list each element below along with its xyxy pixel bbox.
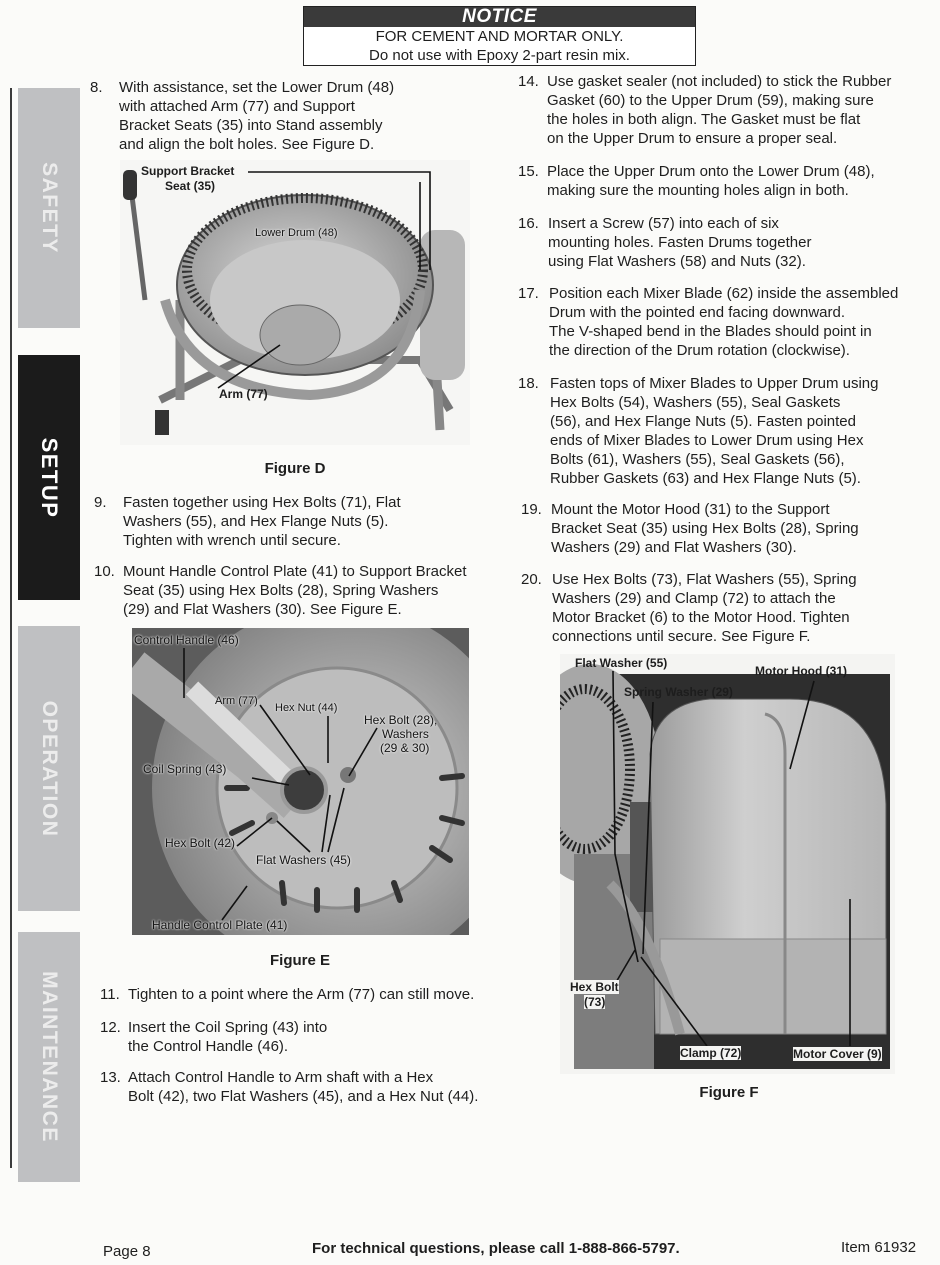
label-support-bracket-seat: Seat (35)	[165, 179, 216, 193]
label-spring-washer: Spring Washer (29)	[624, 685, 733, 699]
notice-line-1: FOR CEMENT AND MORTAR ONLY.	[375, 28, 624, 45]
step-line: Bracket Seats (35) into Stand assembly	[119, 117, 383, 134]
figure-e-image	[132, 628, 469, 935]
figure-d-caption: Figure D	[264, 460, 326, 477]
step-line: Washers (29) and Flat Washers (30).	[551, 539, 797, 556]
step-number: 11.	[100, 986, 120, 1003]
label-arm: Arm (77)	[219, 387, 268, 401]
label-arm-77: Arm (77)	[215, 695, 258, 707]
step-line: Bolt (42), two Flat Washers (45), and a Hex Nut (44).	[128, 1088, 479, 1105]
tab-safety[interactable]	[18, 88, 80, 328]
step-line: Gasket (60) to the Upper Drum (59), making sure	[547, 92, 874, 109]
step-line: with attached Arm (77) and Support	[119, 98, 355, 115]
step-line: Washers (29) and Clamp (72) to attach the	[552, 590, 836, 607]
label-flat-washers: Flat Washers (45)	[256, 853, 351, 867]
tab-setup[interactable]	[18, 355, 80, 600]
step-number: 9.	[94, 494, 107, 511]
label-hex-nut: Hex Nut (44)	[275, 702, 338, 714]
notice-line-2: Do not use with Epoxy 2-part resin mix.	[369, 47, 630, 64]
step-line: Motor Bracket (6) to the Motor Hood. Tighten	[552, 609, 850, 626]
figure-d-image	[120, 160, 470, 445]
tab-maintenance[interactable]	[18, 932, 80, 1182]
label-hex-bolt-42: Hex Bolt (42)	[165, 836, 236, 850]
step-line: Position each Mixer Blade (62) inside the assembled	[549, 285, 899, 302]
label-clamp: Clamp (72)	[680, 1046, 742, 1060]
label-hex-bolt-73-number: (73)	[584, 995, 606, 1009]
label-support-bracket: Support Bracket	[141, 164, 235, 178]
handle-control-plate-photo	[132, 628, 469, 935]
step-line: Fasten together using Hex Bolts (71), Flat	[123, 494, 401, 511]
step-line: making sure the mounting holes align in both.	[547, 182, 849, 199]
step-line: the direction of the Drum rotation (clockwise).	[549, 342, 850, 359]
step-line: Tighten to a point where the Arm (77) can still move.	[128, 986, 475, 1003]
margin-rule	[10, 88, 12, 1168]
label-handle-control-plate: Handle Control Plate (41)	[152, 918, 288, 932]
label-control-handle: Control Handle (46)	[134, 633, 239, 647]
step-line: Drum with the pointed end facing downward.	[549, 304, 846, 321]
technical-support-phone: For technical questions, please call 1-888-866-5797.	[312, 1240, 680, 1257]
step-number: 8.	[90, 79, 103, 96]
step-line: Mount the Motor Hood (31) to the Support	[551, 501, 830, 518]
step-line: the holes in both align. The Gasket must be flat	[547, 111, 861, 128]
notice-box	[303, 6, 696, 66]
step-line: (29) and Flat Washers (30). See Figure E.	[123, 601, 402, 618]
label-washers: Washers	[382, 727, 429, 741]
step-line: Washers (55), and Hex Flange Nuts (5).	[123, 513, 389, 530]
step-number: 12.	[100, 1019, 121, 1036]
step-number: 15.	[518, 163, 539, 180]
label-coil-spring: Coil Spring (43)	[143, 762, 227, 776]
step-line: Bracket Seat (35) using Hex Bolts (28), Spring	[551, 520, 859, 537]
tab-operation-label: OPERATION	[38, 700, 61, 837]
figure-f-image	[560, 654, 895, 1074]
item-number: Item 61932	[841, 1239, 917, 1256]
label-lower-drum: Lower Drum (48)	[255, 227, 338, 239]
motor-hood-photo	[560, 654, 895, 1074]
label-flat-washer: Flat Washer (55)	[575, 656, 668, 670]
step-line: using Flat Washers (58) and Nuts (32).	[548, 253, 806, 270]
figure-e-caption: Figure E	[269, 952, 330, 969]
step-line: Insert a Screw (57) into each of six	[548, 215, 779, 232]
step-number: 20.	[521, 571, 542, 588]
step-line: Attach Control Handle to Arm shaft with a Hex	[128, 1069, 434, 1086]
step-line: Bolts (61), Washers (55), Seal Gaskets (56),	[550, 451, 845, 468]
step-line: and align the bolt holes. See Figure D.	[119, 136, 375, 153]
label-hex-bolt-28: Hex Bolt (28),	[364, 713, 438, 727]
step-number: 18.	[518, 375, 539, 392]
page-number: Page 8	[103, 1243, 151, 1260]
label-motor-hood: Motor Hood (31)	[755, 664, 847, 678]
step-number: 19.	[521, 501, 542, 518]
step-line: Hex Bolts (54), Washers (55), Seal Gaskets	[550, 394, 841, 411]
figure-f-caption: Figure F	[699, 1084, 759, 1101]
notice-title: NOTICE	[304, 7, 695, 27]
step-line: the Control Handle (46).	[128, 1038, 289, 1055]
step-number: 17.	[518, 285, 539, 302]
step-line: (56), and Hex Flange Nuts (5). Fasten pointed	[550, 413, 856, 430]
mixer-drum-illustration	[120, 160, 470, 445]
step-number: 10.	[94, 563, 115, 580]
tab-safety-label: SAFETY	[38, 162, 61, 254]
step-line: mounting holes. Fasten Drums together	[548, 234, 812, 251]
step-line: Rubber Gaskets (63) and Hex Flange Nuts (5).	[550, 470, 861, 487]
step-line: Seat (35) using Hex Bolts (28), Spring Washers	[123, 582, 439, 599]
tab-setup-label: SETUP	[37, 437, 62, 518]
step-line: Insert the Coil Spring (43) into	[128, 1019, 328, 1036]
tab-maintenance-label: MAINTENANCE	[38, 971, 61, 1143]
step-line: connections until secure. See Figure F.	[552, 628, 811, 645]
step-line: Use Hex Bolts (73), Flat Washers (55), Spring	[552, 571, 857, 588]
step-line: With assistance, set the Lower Drum (48)	[119, 79, 395, 96]
step-number: 14.	[518, 73, 539, 90]
label-washers-numbers: (29 & 30)	[380, 741, 430, 755]
tab-operation[interactable]	[18, 626, 80, 911]
label-motor-cover: Motor Cover (9)	[793, 1047, 882, 1061]
step-line: The V-shaped bend in the Blades should point in	[549, 323, 872, 340]
label-hex-bolt-73: Hex Bolt	[570, 980, 619, 994]
step-line: Mount Handle Control Plate (41) to Support Bracket	[123, 563, 467, 580]
step-line: Tighten with wrench until secure.	[123, 532, 341, 549]
step-line: Place the Upper Drum onto the Lower Drum (48),	[547, 163, 875, 180]
step-line: Use gasket sealer (not included) to stick the Rubber	[547, 73, 892, 90]
step-line: Fasten tops of Mixer Blades to Upper Drum using	[550, 375, 879, 392]
step-number: 16.	[518, 215, 539, 232]
step-number: 13.	[100, 1069, 121, 1086]
step-line: ends of Mixer Blades to Lower Drum using Hex	[550, 432, 864, 449]
step-line: on the Upper Drum to ensure a proper seal.	[547, 130, 838, 147]
